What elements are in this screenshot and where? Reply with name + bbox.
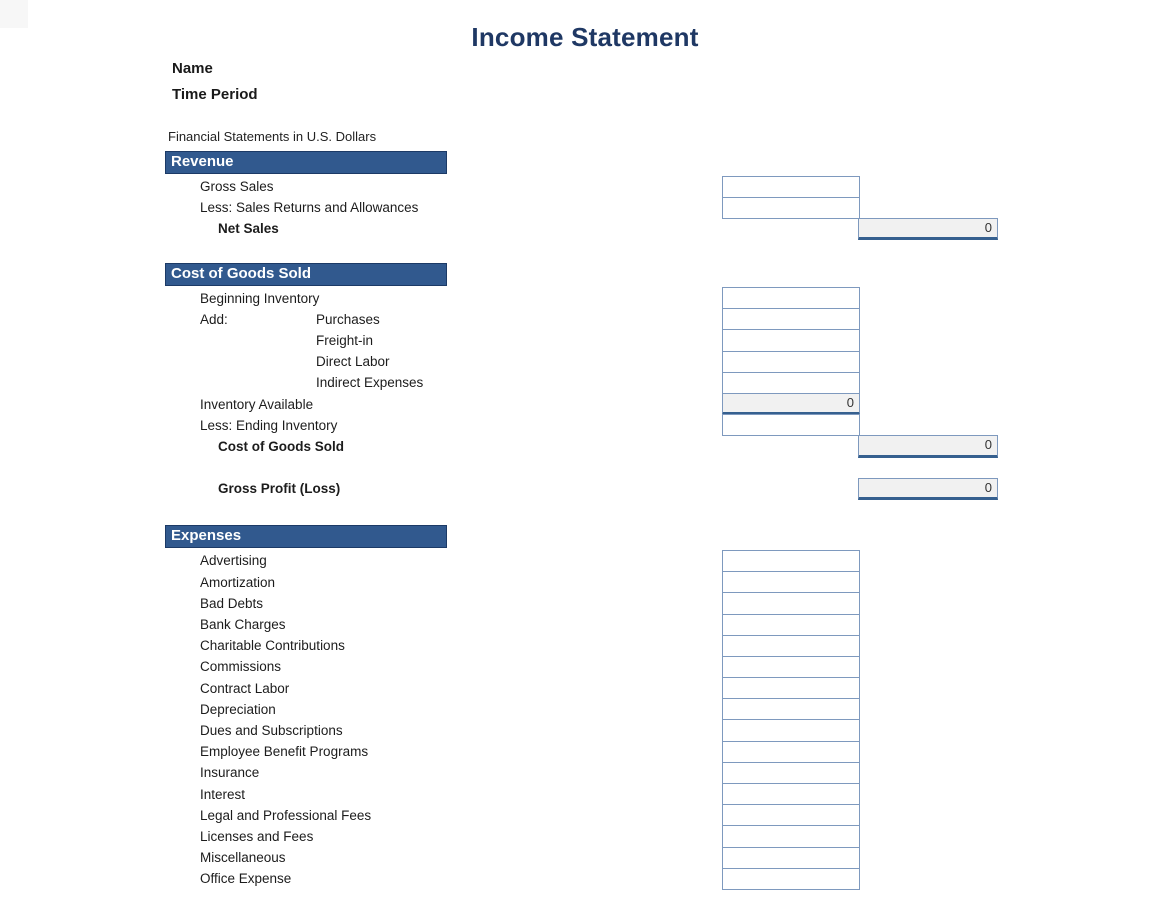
name-label: Name (172, 60, 213, 77)
row-label: Net Sales (218, 221, 279, 237)
row-label: Dues and Subscriptions (200, 722, 343, 738)
row-label: Charitable Contributions (200, 638, 345, 654)
spacer-row (0, 457, 1170, 478)
row-label: Direct Labor (316, 354, 390, 370)
section-cost-of-goods-sold (0, 263, 1170, 500)
input-cell[interactable] (722, 571, 860, 593)
row-label: Beginning Inventory (200, 290, 320, 306)
row-label: Indirect Expenses (316, 375, 424, 391)
total-cell: 0 (858, 478, 998, 500)
input-cell[interactable] (722, 372, 860, 394)
input-cell[interactable] (722, 197, 860, 219)
input-cell[interactable] (722, 804, 860, 826)
row-label: Interest (200, 786, 246, 802)
sheet-row (0, 720, 1170, 741)
row-label: Contract Labor (200, 680, 290, 696)
row-label: Employee Benefit Programs (200, 744, 369, 760)
sheet-row (0, 309, 1170, 330)
sheet-row (0, 805, 1170, 826)
input-cell[interactable] (722, 656, 860, 678)
computed-cell: 0 (722, 393, 860, 415)
input-cell[interactable] (722, 762, 860, 784)
sheet-row (0, 614, 1170, 635)
sheet-row (0, 394, 1170, 415)
sheet-row (0, 176, 1170, 197)
input-cell[interactable] (722, 783, 860, 805)
sheet-row (0, 847, 1170, 868)
row-label: Inventory Available (200, 396, 314, 412)
input-cell[interactable] (722, 550, 860, 572)
sheet-row (0, 635, 1170, 656)
input-cell[interactable] (722, 614, 860, 636)
row-label: Miscellaneous (200, 850, 286, 866)
input-cell[interactable] (722, 719, 860, 741)
row-label: Licenses and Fees (200, 828, 314, 844)
row-label: Purchases (316, 311, 380, 327)
section-rows (0, 176, 1170, 240)
input-cell[interactable] (722, 868, 860, 890)
input-cell[interactable] (722, 847, 860, 869)
row-label: Advertising (200, 553, 267, 569)
row-label: Insurance (200, 765, 260, 781)
page-title: Income Statement (471, 22, 699, 52)
section-header-expenses: Expenses (165, 525, 447, 548)
sheet-row (0, 478, 1170, 499)
sheet-row (0, 572, 1170, 593)
row-label: Less: Sales Returns and Allowances (200, 200, 419, 216)
section-header-revenue: Revenue (165, 151, 447, 174)
sheet-row (0, 288, 1170, 309)
row-label: Legal and Professional Fees (200, 807, 372, 823)
row-label: Office Expense (200, 871, 292, 887)
sheet-row (0, 656, 1170, 677)
total-cell: 0 (858, 218, 998, 240)
input-cell[interactable] (722, 677, 860, 699)
input-cell[interactable] (722, 414, 860, 436)
section-expenses (0, 525, 1170, 889)
sheet-row (0, 415, 1170, 436)
input-cell[interactable] (722, 329, 860, 351)
row-label: Freight-in (316, 332, 374, 348)
row-label: Bank Charges (200, 617, 286, 632)
input-cell[interactable] (722, 741, 860, 763)
input-cell[interactable] (722, 698, 860, 720)
sheet-row (0, 784, 1170, 805)
sheet-row (0, 197, 1170, 218)
row-label: Gross Profit (Loss) (218, 481, 341, 497)
row-label: Less: Ending Inventory (200, 417, 338, 433)
input-cell[interactable] (722, 592, 860, 614)
sheet-row (0, 372, 1170, 393)
time-period-label: Time Period (172, 86, 258, 103)
section-rows (0, 288, 1170, 500)
sheet-row (0, 762, 1170, 783)
row-label: Depreciation (200, 701, 276, 717)
row-label: Cost of Goods Sold (218, 438, 344, 454)
input-cell[interactable] (722, 287, 860, 309)
sheet-row (0, 741, 1170, 762)
sheet-row (0, 436, 1170, 457)
row-prefix-label: Add: (200, 311, 228, 327)
input-cell[interactable] (722, 176, 860, 198)
sheet-row (0, 593, 1170, 614)
row-label: Bad Debts (200, 595, 264, 611)
income-statement-sheet (0, 151, 1170, 889)
input-cell[interactable] (722, 308, 860, 330)
sheet-row (0, 330, 1170, 351)
section-revenue (0, 151, 1170, 240)
total-cell: 0 (858, 435, 998, 457)
input-cell[interactable] (722, 635, 860, 657)
section-header-cost-of-goods-sold: Cost of Goods Sold (165, 263, 447, 286)
row-label: Commissions (200, 659, 282, 675)
row-label: Gross Sales (200, 179, 274, 194)
row-label: Amortization (200, 574, 276, 590)
input-cell[interactable] (722, 351, 860, 373)
sheet-row (0, 826, 1170, 847)
sheet-row (0, 868, 1170, 889)
sheet-row (0, 678, 1170, 699)
sheet-row (0, 218, 1170, 239)
sheet-row (0, 550, 1170, 571)
input-cell[interactable] (722, 825, 860, 847)
section-rows (0, 550, 1170, 889)
currency-note: Financial Statements in U.S. Dollars (168, 129, 377, 144)
sheet-row (0, 351, 1170, 372)
sheet-row (0, 699, 1170, 720)
